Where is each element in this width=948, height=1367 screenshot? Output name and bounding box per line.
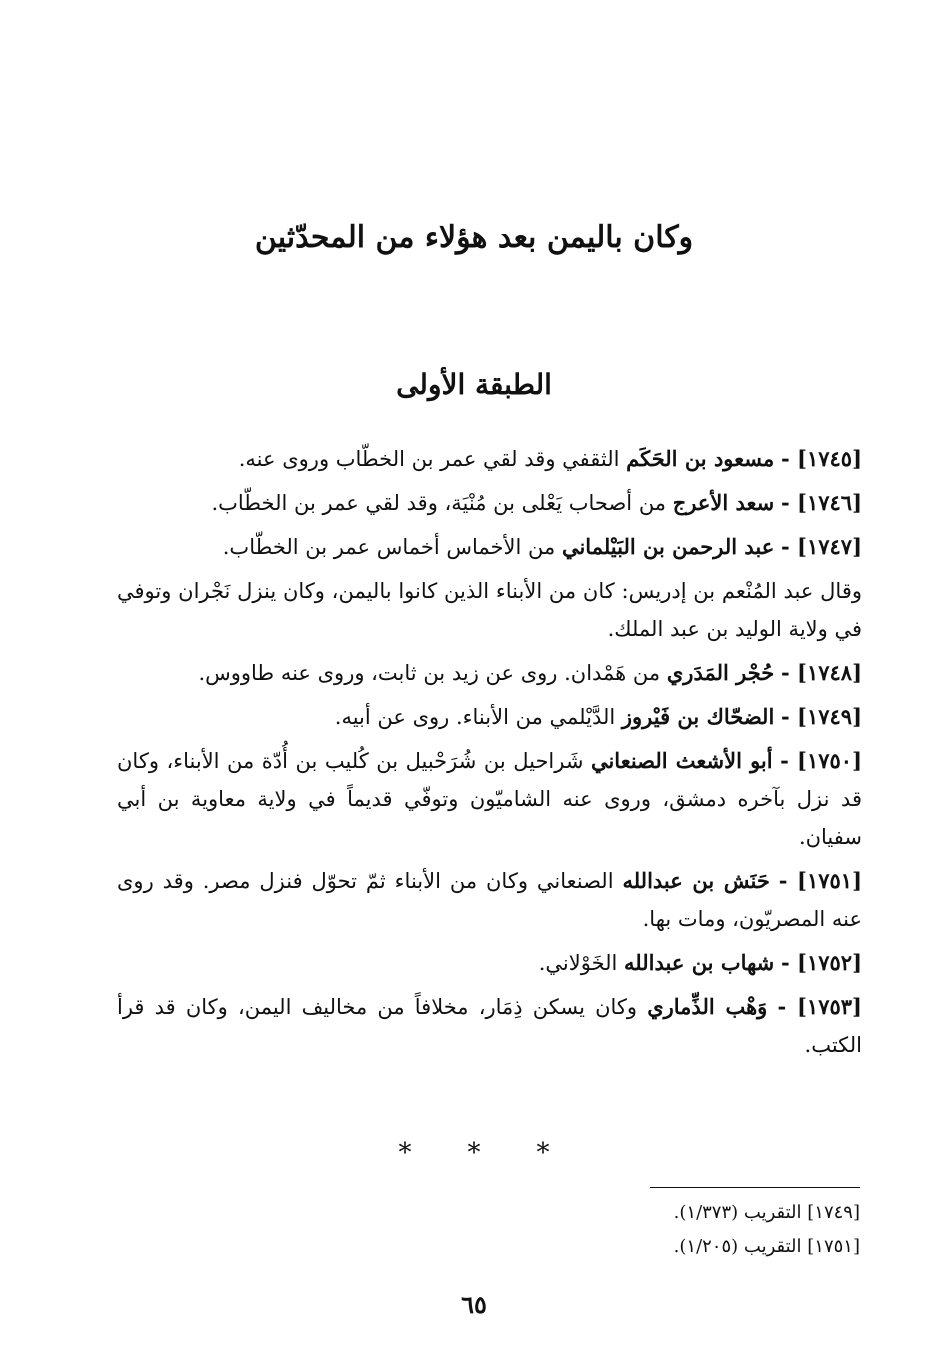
entry-name: أبو الأشعث الصنعاني bbox=[590, 748, 773, 773]
chapter-title: وكان باليمن بعد هؤلاء من المحدّثين bbox=[254, 220, 694, 255]
entry-number: [١٧٤٨] - bbox=[780, 660, 862, 685]
entry-1753 bbox=[117, 988, 862, 1064]
entry-text: الخَوْلاني. bbox=[538, 951, 625, 975]
entry-1749 bbox=[117, 698, 862, 736]
entry-number: [١٧٥١] - bbox=[778, 868, 862, 893]
entry-1750 bbox=[117, 742, 862, 856]
separator-star: * bbox=[398, 1138, 412, 1168]
separator-star: * bbox=[536, 1138, 550, 1168]
entry-name: سعد الأعرج bbox=[672, 490, 775, 515]
entry-number: [١٧٤٧] - bbox=[780, 534, 862, 559]
entry-1745 bbox=[117, 440, 862, 478]
entry-1751 bbox=[117, 862, 862, 938]
entry-name: الضحّاك بن فَيْروز bbox=[621, 704, 775, 729]
entry-1747 bbox=[117, 528, 862, 566]
entry-1746 bbox=[117, 484, 862, 522]
footnote-divider bbox=[650, 1187, 860, 1188]
section-title: الطبقة الأولى bbox=[396, 368, 552, 401]
section-separator bbox=[0, 1138, 948, 1168]
entry-text: شَراحيل بن شُرَحْبيل بن كُليب بن أُدّة من الأبناء، وكان قد نزل بآخره دمشق، وروى عنه الشاميّون وتوفّي قديماً في ولاية معاوية بن أبي سفيان. bbox=[117, 749, 862, 849]
entry-name: وَهْب الذِّماري bbox=[647, 994, 768, 1019]
entry-name: حَنَش بن عبدالله bbox=[622, 868, 770, 893]
entry-text: من أصحاب يَعْلى بن مُنْيَة، وقد لقي عمر بن الخطّاب. bbox=[211, 491, 673, 515]
entry-number: [١٧٥٠] - bbox=[780, 748, 862, 773]
entry-number: [١٧٤٦] - bbox=[780, 490, 862, 515]
entry-name: حُجْر المَدَري bbox=[666, 660, 775, 685]
entry-text: الدَّيْلمي من الأبناء. روى عن أبيه. bbox=[334, 705, 622, 729]
entry-text: الصنعاني وكان من الأبناء ثمّ تحوّل فنزل مصر. وقد روى عنه المصريّون، ومات بها. bbox=[117, 869, 862, 931]
entry-number: [١٧٤٥] - bbox=[780, 446, 862, 471]
entry-text: من الأخماس أخماس عمر بن الخطّاب. bbox=[222, 535, 562, 559]
entry-1747-note bbox=[117, 572, 862, 648]
entry-name: عبد الرحمن بن البَيْلماني bbox=[561, 534, 775, 559]
footnotes bbox=[460, 1196, 860, 1264]
entry-number: [١٧٥٢] - bbox=[780, 950, 862, 975]
entry-text: من هَمْدان. روى عن زيد بن ثابت، وروى عنه طاووس. bbox=[198, 661, 667, 685]
entry-number: [١٧٥٣] - bbox=[777, 994, 862, 1019]
footnote-1749: [١٧٤٩] التقريب (١/٣٧٣). bbox=[673, 1202, 860, 1223]
entry-1752 bbox=[117, 944, 862, 982]
separator-star: * bbox=[467, 1138, 481, 1168]
entry-text: وقال عبد المُنْعم بن إدريس: كان من الأبناء الذين كانوا باليمن، وكان ينزل نَجْران وتوفي في ولاية الوليد بن عبد الملك. bbox=[117, 579, 862, 641]
entry-text: الثقفي وقد لقي عمر بن الخطّاب وروى عنه. bbox=[238, 447, 627, 471]
page-number: ٦٥ bbox=[461, 1290, 487, 1319]
entry-1748 bbox=[117, 654, 862, 692]
entries-list bbox=[117, 440, 862, 1070]
entry-text: وكان يسكن ذِمَار، مخلافاً من مخاليف اليمن، وكان قد قرأ الكتب. bbox=[117, 995, 862, 1057]
entry-name: مسعود بن الحَكَم bbox=[626, 446, 775, 471]
entry-number: [١٧٤٩] - bbox=[780, 704, 862, 729]
footnote-1751: [١٧٥١] التقريب (١/٢٠٥). bbox=[673, 1236, 860, 1257]
entry-name: شهاب بن عبدالله bbox=[624, 950, 775, 975]
